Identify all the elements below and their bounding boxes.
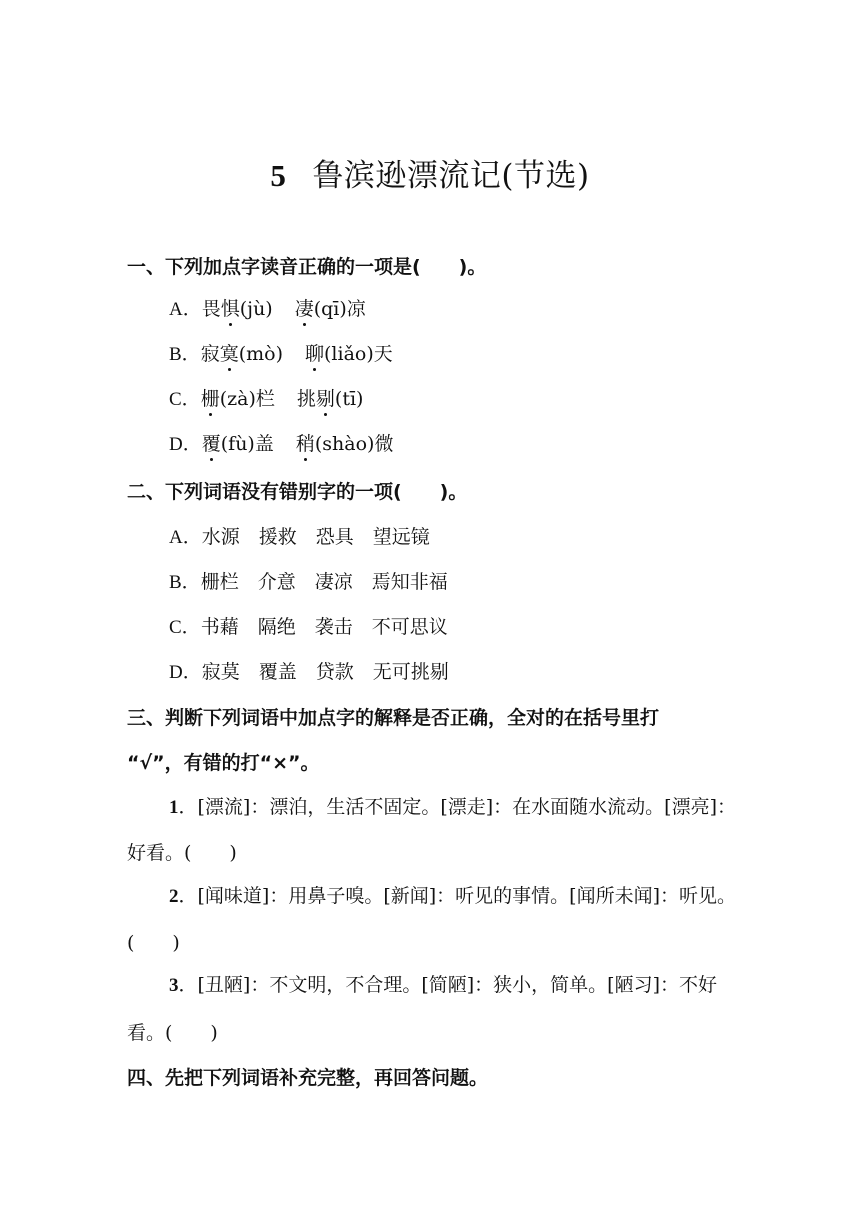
option-text: 寂 <box>200 343 220 365</box>
s1-option-b <box>169 339 393 366</box>
s3-item-3-line1 <box>127 970 717 997</box>
option-text: (tī) <box>334 388 364 410</box>
option-text: (jù) <box>239 298 273 320</box>
dotted-char: 聊 <box>305 343 325 365</box>
lesson-number: 5 <box>270 158 287 193</box>
s1-option-c <box>169 384 363 411</box>
section-3-heading-line1: 三、判断下列词语中加点字的解释是否正确，全对的在括号里打 <box>127 707 660 729</box>
option-text: (qī)凉 <box>313 298 366 320</box>
s2-option-b <box>169 567 448 594</box>
option-text: 畏 <box>201 298 221 320</box>
option-text: 书藉 隔绝 袭击 不可思议 <box>200 616 448 638</box>
dotted-char: 寞 <box>219 343 239 365</box>
option-text: (mò) <box>238 343 283 365</box>
option-letter: D． <box>169 662 202 683</box>
s3-item-1-line1 <box>127 792 736 819</box>
s3-item-2-line1 <box>127 881 736 908</box>
item-text: ．[漂流]：漂泊，生活不固定。[漂走]：在水面随水流动。[漂亮]： <box>178 796 736 818</box>
option-text: 栅栏 介意 凄凉 焉知非福 <box>200 571 448 593</box>
option-text: 水源 援救 恐具 望远镜 <box>201 526 430 548</box>
item-text: ．[闻味道]：用鼻子嗅。[新闻]：听见的事情。[闻所未闻]：听见。 <box>178 885 736 907</box>
option-text: 挑 <box>296 388 316 410</box>
option-text: (fù)盖 <box>220 433 274 455</box>
option-text: (shào)微 <box>314 433 394 455</box>
section-1-heading: 一、下列加点字读音正确的一项是( )。 <box>127 256 487 278</box>
option-letter: A． <box>169 299 202 320</box>
item-number: 2 <box>169 886 179 907</box>
s2-option-a <box>169 522 430 549</box>
option-letter: B． <box>169 572 201 593</box>
item-number: 1 <box>169 797 179 818</box>
s1-option-d <box>169 429 393 456</box>
s3-item-1-line2: 好看。( ) <box>127 842 237 864</box>
option-letter: A． <box>169 527 202 548</box>
option-letter: C． <box>169 389 201 410</box>
dotted-char: 稍 <box>295 433 315 455</box>
item-text: ．[丑陋]：不文明，不合理。[简陋]：狭小，简单。[陋习]：不好 <box>178 974 717 996</box>
lesson-title: 鲁滨逊漂流记(节选) <box>312 158 590 194</box>
dotted-char: 惧 <box>220 298 240 320</box>
dotted-char: 栅 <box>200 388 220 410</box>
option-letter: D． <box>169 434 202 455</box>
dotted-char: 剔 <box>315 388 335 410</box>
page-title <box>0 150 860 195</box>
s3-item-3-line2: 看。( ) <box>127 1022 218 1044</box>
option-letter: C． <box>169 617 201 638</box>
s1-option-a <box>169 294 366 321</box>
section-4-heading: 四、先把下列词语补充完整，再回答问题。 <box>127 1067 489 1089</box>
s3-item-2-line2: ( ) <box>127 932 180 954</box>
option-text: 寂莫 覆盖 贷款 无可挑剔 <box>201 661 449 683</box>
dotted-char: 覆 <box>201 433 221 455</box>
item-number: 3 <box>169 975 179 996</box>
s2-option-d <box>169 657 449 684</box>
option-text: (zà)栏 <box>219 388 275 410</box>
dotted-char: 凄 <box>294 298 314 320</box>
option-text: (liǎo)天 <box>324 343 393 365</box>
option-letter: B． <box>169 344 201 365</box>
section-2-heading: 二、下列词语没有错别字的一项( )。 <box>127 481 468 503</box>
section-3-heading-line2: “√”，有错的打“×”。 <box>127 752 320 774</box>
s2-option-c <box>169 612 448 639</box>
